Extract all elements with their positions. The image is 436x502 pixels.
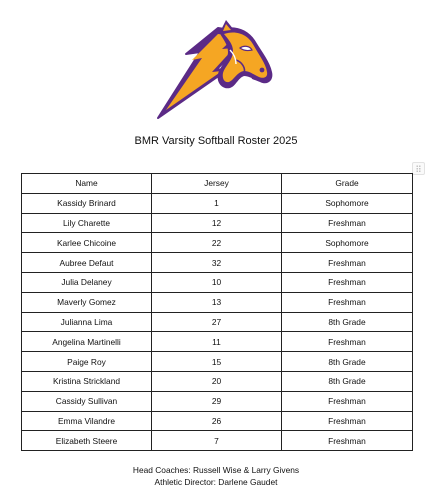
- player-name: Cassidy Sullivan: [22, 391, 152, 411]
- header-jersey: Jersey: [152, 174, 282, 194]
- player-jersey: 13: [152, 292, 282, 312]
- player-grade: 8th Grade: [282, 371, 413, 391]
- table-row: [22, 272, 413, 292]
- player-jersey: 1: [152, 193, 282, 213]
- mustang-logo: [156, 20, 278, 122]
- player-name: Elizabeth Steere: [22, 431, 152, 451]
- player-grade: Freshman: [282, 431, 413, 451]
- player-grade: Freshman: [282, 391, 413, 411]
- player-grade: Sophomore: [282, 193, 413, 213]
- staff-footer: [0, 465, 432, 488]
- player-grade: 8th Grade: [282, 352, 413, 372]
- table-drag-handle[interactable]: [412, 162, 425, 175]
- player-name: Kassidy Brinard: [22, 193, 152, 213]
- player-name: Aubree Defaut: [22, 253, 152, 273]
- player-grade: 8th Grade: [282, 312, 413, 332]
- table-row: [22, 253, 413, 273]
- player-jersey: 15: [152, 352, 282, 372]
- player-name: Julia Delaney: [22, 272, 152, 292]
- player-grade: Freshman: [282, 411, 413, 431]
- player-name: Emma Vilandre: [22, 411, 152, 431]
- roster-title: BMR Varsity Softball Roster 2025: [134, 135, 298, 147]
- player-jersey: 7: [152, 431, 282, 451]
- athletic-director-line: Athletic Director: Darlene Gaudet: [154, 476, 278, 487]
- table-row: [22, 352, 413, 372]
- player-name: Lily Charette: [22, 213, 152, 233]
- player-grade: Freshman: [282, 253, 413, 273]
- table-row: [22, 193, 413, 213]
- player-grade: Freshman: [282, 272, 413, 292]
- table-row: [22, 213, 413, 233]
- player-jersey: 29: [152, 391, 282, 411]
- player-grade: Sophomore: [282, 233, 413, 253]
- player-jersey: 11: [152, 332, 282, 352]
- table-header-row: [22, 174, 413, 194]
- table-row: [22, 391, 413, 411]
- roster-table: [21, 173, 413, 451]
- player-jersey: 32: [152, 253, 282, 273]
- player-jersey: 10: [152, 272, 282, 292]
- player-jersey: 26: [152, 411, 282, 431]
- header-grade: Grade: [282, 174, 413, 194]
- table-row: [22, 332, 413, 352]
- drag-dots-icon: [416, 165, 421, 172]
- head-coaches-line: Head Coaches: Russell Wise & Larry Givens: [132, 465, 300, 475]
- horse-head-icon: [156, 20, 278, 122]
- player-jersey: 12: [152, 213, 282, 233]
- player-name: Kristina Strickland: [22, 371, 152, 391]
- table-row: [22, 312, 413, 332]
- player-name: Karlee Chicoine: [22, 233, 152, 253]
- player-grade: Freshman: [282, 213, 413, 233]
- player-grade: Freshman: [282, 292, 413, 312]
- player-jersey: 27: [152, 312, 282, 332]
- table-row: [22, 411, 413, 431]
- player-grade: Freshman: [282, 332, 413, 352]
- player-name: Julianna Lima: [22, 312, 152, 332]
- header-name: Name: [22, 174, 152, 194]
- player-jersey: 22: [152, 233, 282, 253]
- table-row: [22, 292, 413, 312]
- table-row: [22, 431, 413, 451]
- player-name: Angelina Martinelli: [22, 332, 152, 352]
- player-name: Maverly Gomez: [22, 292, 152, 312]
- player-jersey: 20: [152, 371, 282, 391]
- table-row: [22, 371, 413, 391]
- player-name: Paige Roy: [22, 352, 152, 372]
- table-row: [22, 233, 413, 253]
